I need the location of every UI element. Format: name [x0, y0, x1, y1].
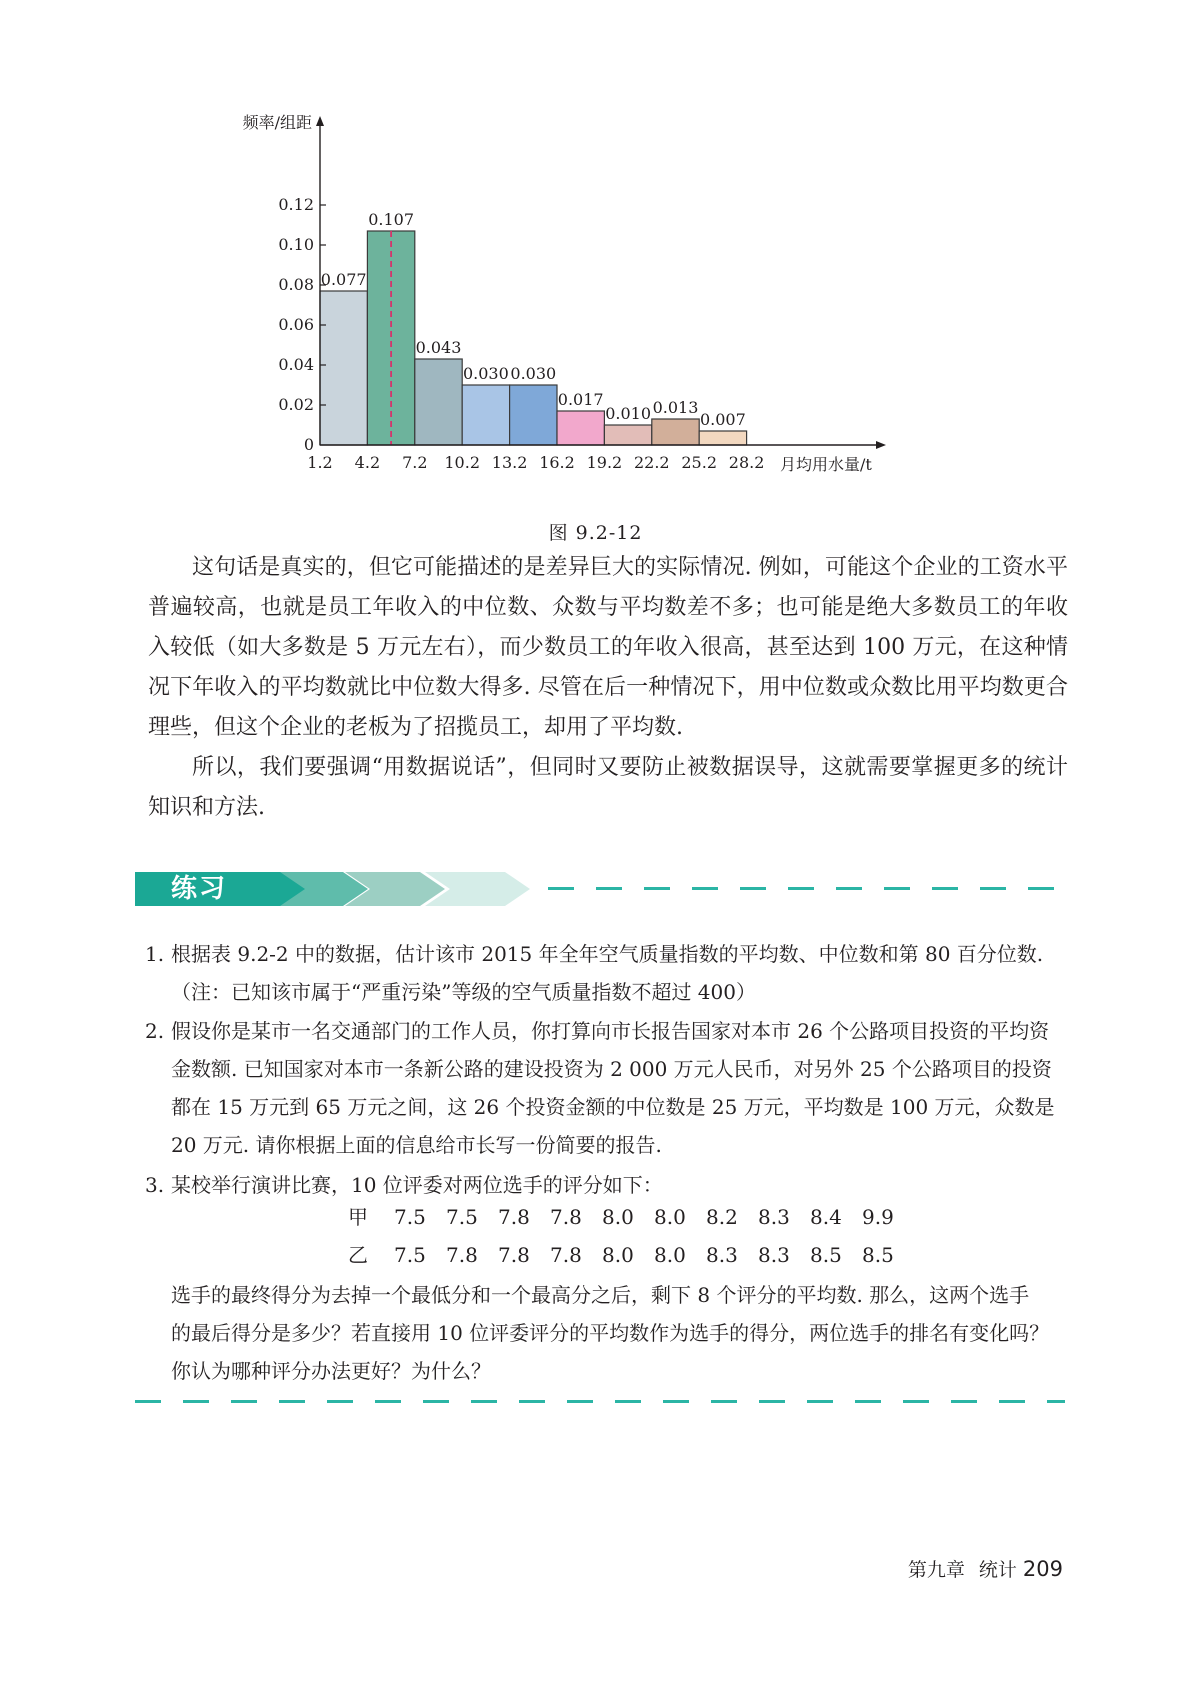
footer-section: 统计: [978, 1559, 1017, 1581]
y-tick-label: 0.08: [278, 275, 314, 294]
histogram-chart: [240, 108, 900, 493]
x-tick-label: 25.2: [681, 453, 718, 472]
figure-caption: 图 9.2-12: [548, 522, 643, 544]
x-tick-label: 4.2: [354, 453, 381, 472]
score-cell: 7.5: [394, 1205, 426, 1229]
score-cell: 7.5: [394, 1243, 426, 1267]
score-cell: 8.4: [810, 1205, 842, 1229]
score-cell: 8.2: [706, 1205, 738, 1229]
score-row: [348, 1198, 914, 1236]
score-cell: 8.0: [654, 1243, 686, 1267]
score-cell: 8.3: [706, 1243, 738, 1267]
x-tick-label: 19.2: [586, 453, 623, 472]
exercise-text: 你认为哪种评分办法更好？为什么？: [171, 1359, 491, 1383]
y-axis-arrow: [316, 116, 324, 126]
histogram-bar: [320, 291, 367, 445]
exercise-text: 20 万元. 请你根据上面的信息给市长写一份简要的报告.: [171, 1133, 662, 1157]
bar-value-label: 0.030: [510, 364, 557, 383]
bar-value-label: 0.010: [605, 404, 652, 423]
score-cell: 8.5: [862, 1243, 894, 1267]
exercise-item-2: [145, 1012, 1075, 1164]
score-cell: 7.8: [550, 1205, 582, 1229]
x-tick-label: 7.2: [402, 453, 428, 472]
x-tick-label: 28.2: [728, 453, 765, 472]
histogram-bar: [415, 359, 462, 445]
score-cell: 8.3: [758, 1243, 790, 1267]
bar-value-label: 0.077: [320, 270, 367, 289]
x-tick-label: 1.2: [307, 453, 333, 472]
contestant-name: 甲: [348, 1205, 368, 1229]
exercise-text: 都在 15 万元到 65 万元之间，这 26 个投资金额的中位数是 25 万元，平均数是 100 万元，众数是: [171, 1095, 1055, 1119]
exercise-item-1: [145, 935, 1075, 1011]
exercise-text: 假设你是某市一名交通部门的工作人员，你打算向市长报告国家对本市 26 个公路项目投资的平均资: [171, 1019, 1050, 1043]
x-tick-label: 10.2: [444, 453, 481, 472]
footer-chapter: 第九章: [907, 1559, 965, 1581]
histogram-bar: [462, 385, 509, 445]
score-cell: 7.8: [498, 1243, 530, 1267]
y-axis-label: 频率/组距: [242, 113, 312, 132]
score-row: [348, 1236, 914, 1274]
exercise-number: 1.: [145, 942, 165, 966]
y-tick-label: 0.12: [278, 195, 314, 214]
exercise-text: （注：已知该市属于“严重污染”等级的空气质量指数不超过 400）: [171, 980, 756, 1004]
exercise-item-3-continued: [145, 1276, 1075, 1390]
exercise-title: 练习: [171, 874, 228, 904]
score-cell: 8.0: [602, 1205, 634, 1229]
dashed-rule-bottom: [135, 1400, 1065, 1403]
histogram-bar: [510, 385, 557, 445]
exercise-text: 的最后得分是多少？若直接用 10 位评委评分的平均数作为选手的得分，两位选手的排名有变化吗？: [171, 1321, 1050, 1345]
bar-value-label: 0.013: [652, 398, 699, 417]
bar-value-label: 0.017: [557, 390, 604, 409]
x-tick-label: 16.2: [539, 453, 575, 472]
score-cell: 8.3: [758, 1205, 790, 1229]
score-cell: 7.5: [446, 1205, 478, 1229]
score-cell: 7.8: [498, 1205, 530, 1229]
bar-value-label: 0.107: [368, 210, 415, 229]
y-tick-label: 0: [303, 435, 314, 454]
exercise-number: 3.: [145, 1173, 165, 1197]
x-axis-arrow: [876, 441, 886, 449]
y-tick-label: 0.10: [278, 235, 314, 254]
exercise-number: 2.: [145, 1019, 165, 1043]
x-tick-label: 13.2: [491, 453, 528, 472]
exercise-text: 根据表 9.2-2 中的数据，估计该市 2015 年全年空气质量指数的平均数、中位数和第 80 百分位数.: [171, 942, 1044, 966]
score-cell: 7.8: [446, 1243, 478, 1267]
page-footer: [908, 1555, 1063, 1582]
body-paragraph-2: 所以，我们要强调“用数据说话”，但同时又要防止被数据误导，这就需要掌握更多的统计知识和方法.: [148, 755, 1068, 820]
y-tick-label: 0.02: [278, 395, 314, 414]
exercise-text: 金数额. 已知国家对本市一条新公路的建设投资为 2 000 万元人民币，对另外 25 个公路项目的投资: [171, 1057, 1052, 1081]
bar-value-label: 0.043: [415, 338, 462, 357]
histogram-bar: [699, 431, 746, 445]
histogram-bar: [557, 411, 604, 445]
x-tick-label: 22.2: [633, 453, 670, 472]
exercise-text: 某校举行演讲比赛，10 位评委对两位选手的评分如下：: [171, 1173, 663, 1197]
score-cell: 8.0: [602, 1243, 634, 1267]
score-cell: 8.0: [654, 1205, 686, 1229]
score-cell: 8.5: [810, 1243, 842, 1267]
y-tick-label: 0.06: [278, 315, 314, 334]
score-cell: 7.8: [550, 1243, 582, 1267]
page-number: 209: [1022, 1557, 1063, 1581]
score-table: [348, 1198, 914, 1274]
exercise-text: 选手的最终得分为去掉一个最低分和一个最高分之后，剩下 8 个评分的平均数. 那么，这两个选手: [171, 1283, 1030, 1307]
bar-value-label: 0.030: [462, 364, 509, 383]
dashed-rule-top: [548, 887, 1068, 890]
contestant-name: 乙: [348, 1243, 368, 1267]
histogram-bar: [604, 425, 651, 445]
y-tick-label: 0.04: [278, 355, 314, 374]
histogram-bar: [652, 419, 699, 445]
x-axis-label: 月均用水量/t: [780, 455, 872, 474]
bar-value-label: 0.007: [699, 410, 746, 429]
body-paragraph-1: 这句话是真实的，但它可能描述的是差异巨大的实际情况. 例如，可能这个企业的工资水平普遍较高，也就是员工年收入的中位数、众数与平均数差不多；也可能是绝大多数员工的年收入较低（如大多数是 5 万元左右），而少数员工的年收入很高，甚至达到 100 万元，在这种情况下年收入的平均数就比中位数大得多. 尽管在后一种情况下，用中位数或众数比用平均数更合理些，但这个企业的老板为了招揽员工，却用了平均数.: [148, 555, 1068, 740]
score-cell: 9.9: [862, 1205, 894, 1229]
